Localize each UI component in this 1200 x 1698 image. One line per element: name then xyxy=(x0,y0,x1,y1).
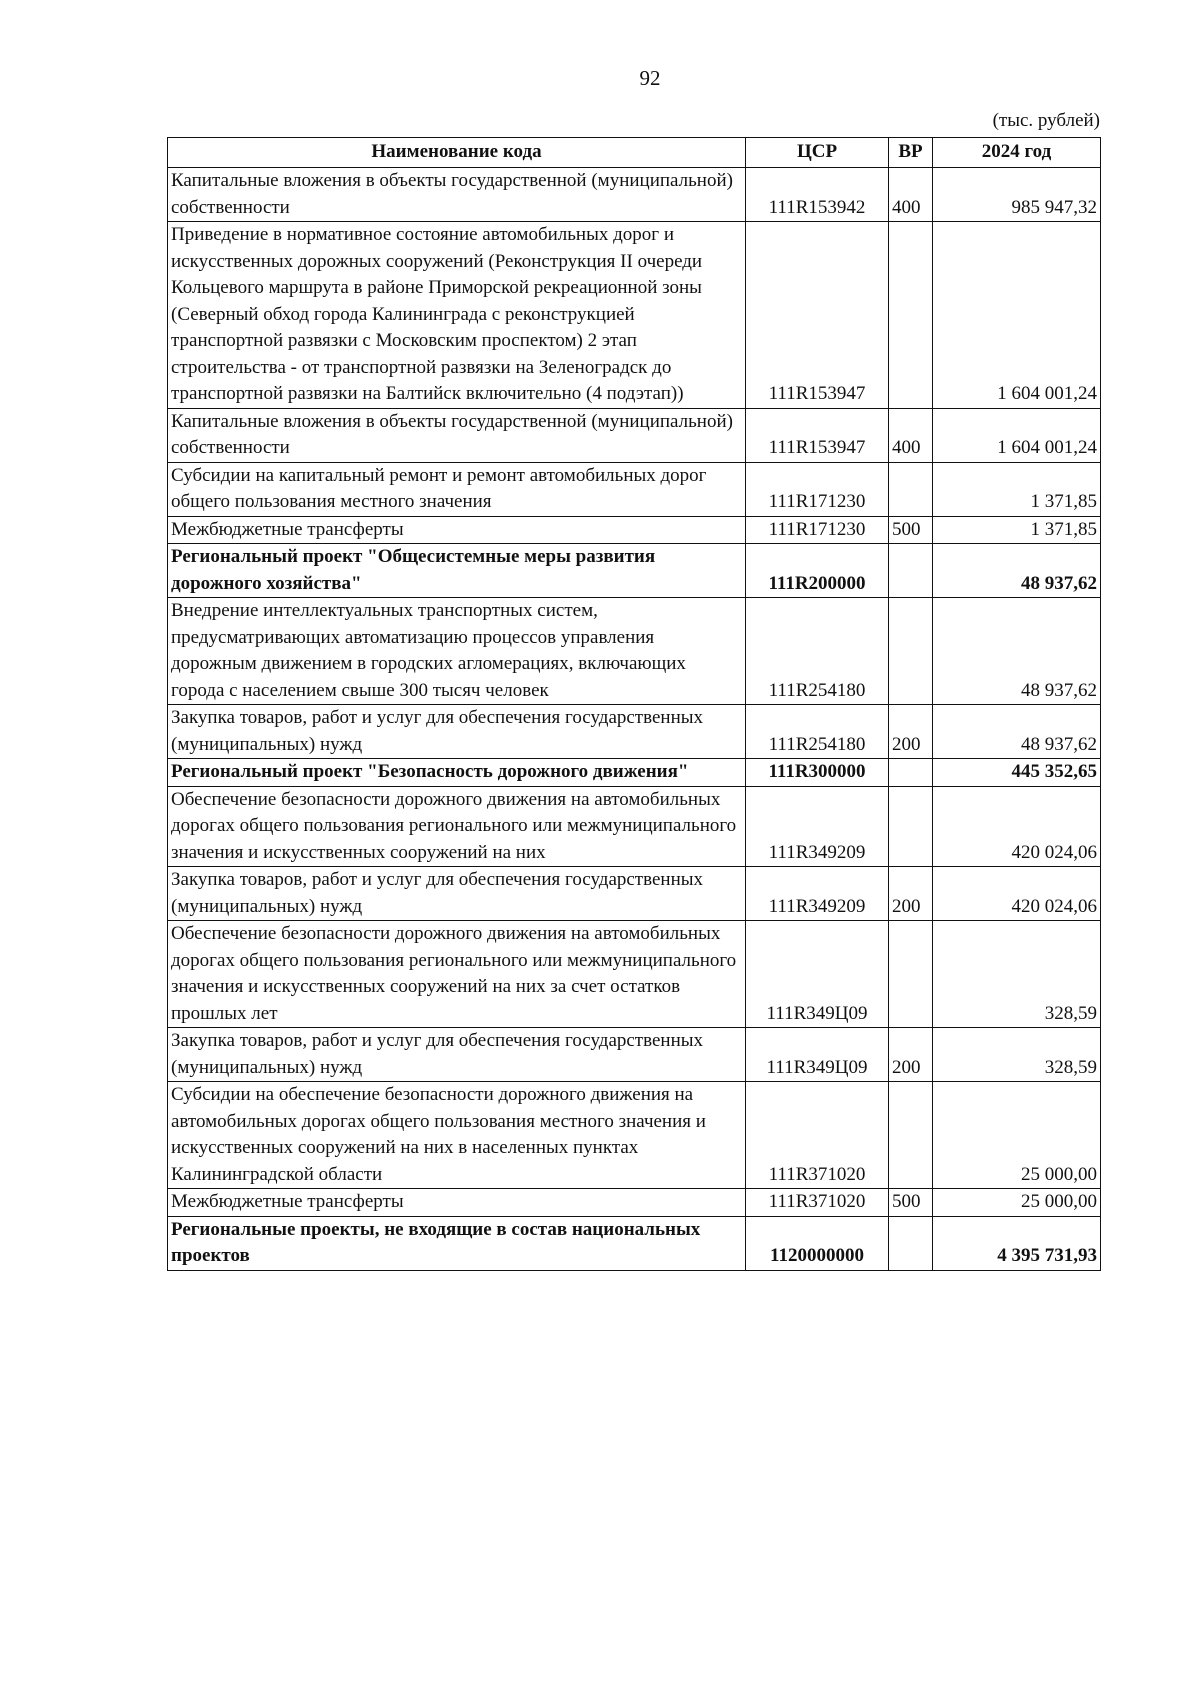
units-label: (тыс. рублей) xyxy=(992,110,1100,131)
table-row xyxy=(168,759,1101,787)
row-name-cell: Закупка товаров, работ и услуг для обеспечения государственных (муниципальных) нужд xyxy=(168,1028,746,1082)
row-amount-cell: 25 000,00 xyxy=(933,1082,1101,1189)
row-csr-cell: 111R349209 xyxy=(746,867,889,921)
table-body xyxy=(168,168,1101,1271)
row-amount-cell: 1 371,85 xyxy=(933,516,1101,544)
row-amount-cell: 1 371,85 xyxy=(933,462,1101,516)
table-row xyxy=(168,408,1101,462)
row-vr-cell xyxy=(889,759,933,787)
row-csr-cell: 111R349209 xyxy=(746,786,889,867)
table-row xyxy=(168,598,1101,705)
table-row xyxy=(168,705,1101,759)
row-name-cell: Приведение в нормативное состояние автомобильных дорог и искусственных дорожных сооружений (Реконструкция II очереди Кольцевого маршрута в районе Приморской рекреационной зоны (Северный обход города Калининграда с реконструкцией транспортной развязки с Московским проспектом) 2 этап строительства - от транспортной развязки на Зеленоградск до транспортной развязки на Балтийск включительно (4 подэтап)) xyxy=(168,222,746,409)
row-vr-cell: 500 xyxy=(889,1189,933,1217)
row-csr-cell: 111R300000 xyxy=(746,759,889,787)
row-amount-cell: 25 000,00 xyxy=(933,1189,1101,1217)
row-amount-cell: 420 024,06 xyxy=(933,867,1101,921)
row-amount-cell: 985 947,32 xyxy=(933,168,1101,222)
row-name-cell: Межбюджетные трансферты xyxy=(168,1189,746,1217)
row-name-cell: Региональный проект "Безопасность дорожного движения" xyxy=(168,759,746,787)
row-vr-cell xyxy=(889,1082,933,1189)
row-amount-cell: 1 604 001,24 xyxy=(933,222,1101,409)
row-name-cell: Внедрение интеллектуальных транспортных систем, предусматривающих автоматизацию процессов управления дорожным движением в городских агломерациях, включающих города с населением свыше 300 тысяч человек xyxy=(168,598,746,705)
row-name-cell: Обеспечение безопасности дорожного движения на автомобильных дорогах общего пользования регионального или межмуниципального значения и искусственных сооружений на них за счет остатков прошлых лет xyxy=(168,921,746,1028)
row-csr-cell: 111R153947 xyxy=(746,222,889,409)
row-name-cell: Межбюджетные трансферты xyxy=(168,516,746,544)
table-row xyxy=(168,516,1101,544)
row-name-cell: Закупка товаров, работ и услуг для обеспечения государственных (муниципальных) нужд xyxy=(168,705,746,759)
row-vr-cell xyxy=(889,1216,933,1270)
row-name-cell: Обеспечение безопасности дорожного движения на автомобильных дорогах общего пользования регионального или межмуниципального значения и искусственных сооружений на них xyxy=(168,786,746,867)
table-row xyxy=(168,222,1101,409)
row-amount-cell: 445 352,65 xyxy=(933,759,1101,787)
table-row xyxy=(168,1189,1101,1217)
row-vr-cell xyxy=(889,786,933,867)
row-csr-cell: 111R371020 xyxy=(746,1189,889,1217)
row-csr-cell: 111R349Ц09 xyxy=(746,1028,889,1082)
row-csr-cell: 111R254180 xyxy=(746,705,889,759)
table-row xyxy=(168,1216,1101,1270)
row-vr-cell xyxy=(889,921,933,1028)
table-row xyxy=(168,544,1101,598)
header-name: Наименование кода xyxy=(168,138,746,168)
table-header-row xyxy=(168,138,1101,168)
row-csr-cell: 111R171230 xyxy=(746,462,889,516)
row-amount-cell: 328,59 xyxy=(933,921,1101,1028)
row-csr-cell: 111R371020 xyxy=(746,1082,889,1189)
row-vr-cell: 200 xyxy=(889,867,933,921)
row-vr-cell: 400 xyxy=(889,168,933,222)
table-row xyxy=(168,867,1101,921)
row-name-cell: Закупка товаров, работ и услуг для обеспечения государственных (муниципальных) нужд xyxy=(168,867,746,921)
row-vr-cell: 400 xyxy=(889,408,933,462)
row-vr-cell: 200 xyxy=(889,705,933,759)
row-name-cell: Региональный проект "Общесистемные меры развития дорожного хозяйства" xyxy=(168,544,746,598)
row-vr-cell: 500 xyxy=(889,516,933,544)
row-vr-cell xyxy=(889,598,933,705)
row-amount-cell: 4 395 731,93 xyxy=(933,1216,1101,1270)
row-name-cell: Капитальные вложения в объекты государственной (муниципальной) собственности xyxy=(168,408,746,462)
row-name-cell: Субсидии на капитальный ремонт и ремонт автомобильных дорог общего пользования местного значения xyxy=(168,462,746,516)
row-name-cell: Региональные проекты, не входящие в состав национальных проектов xyxy=(168,1216,746,1270)
page-number: 92 xyxy=(639,66,661,90)
table-row xyxy=(168,921,1101,1028)
header-amount: 2024 год xyxy=(933,138,1101,168)
row-vr-cell xyxy=(889,222,933,409)
row-csr-cell: 111R153942 xyxy=(746,168,889,222)
row-amount-cell: 1 604 001,24 xyxy=(933,408,1101,462)
header-csr: ЦСР xyxy=(746,138,889,168)
row-amount-cell: 328,59 xyxy=(933,1028,1101,1082)
row-vr-cell: 200 xyxy=(889,1028,933,1082)
row-csr-cell: 111R171230 xyxy=(746,516,889,544)
row-vr-cell xyxy=(889,544,933,598)
row-csr-cell: 111R254180 xyxy=(746,598,889,705)
table-row xyxy=(168,1028,1101,1082)
header-vr: ВР xyxy=(889,138,933,168)
table-row xyxy=(168,1082,1101,1189)
row-csr-cell: 111R200000 xyxy=(746,544,889,598)
row-amount-cell: 48 937,62 xyxy=(933,598,1101,705)
row-csr-cell: 111R153947 xyxy=(746,408,889,462)
row-amount-cell: 48 937,62 xyxy=(933,705,1101,759)
budget-table xyxy=(167,137,1101,1271)
table-row xyxy=(168,786,1101,867)
row-amount-cell: 420 024,06 xyxy=(933,786,1101,867)
row-csr-cell: 1120000000 xyxy=(746,1216,889,1270)
row-vr-cell xyxy=(889,462,933,516)
row-csr-cell: 111R349Ц09 xyxy=(746,921,889,1028)
row-name-cell: Капитальные вложения в объекты государственной (муниципальной) собственности xyxy=(168,168,746,222)
table-row xyxy=(168,168,1101,222)
row-name-cell: Субсидии на обеспечение безопасности дорожного движения на автомобильных дорогах общего пользования местного значения и искусственных сооружений на них в населенных пунктах Калининградской области xyxy=(168,1082,746,1189)
row-amount-cell: 48 937,62 xyxy=(933,544,1101,598)
table-row xyxy=(168,462,1101,516)
